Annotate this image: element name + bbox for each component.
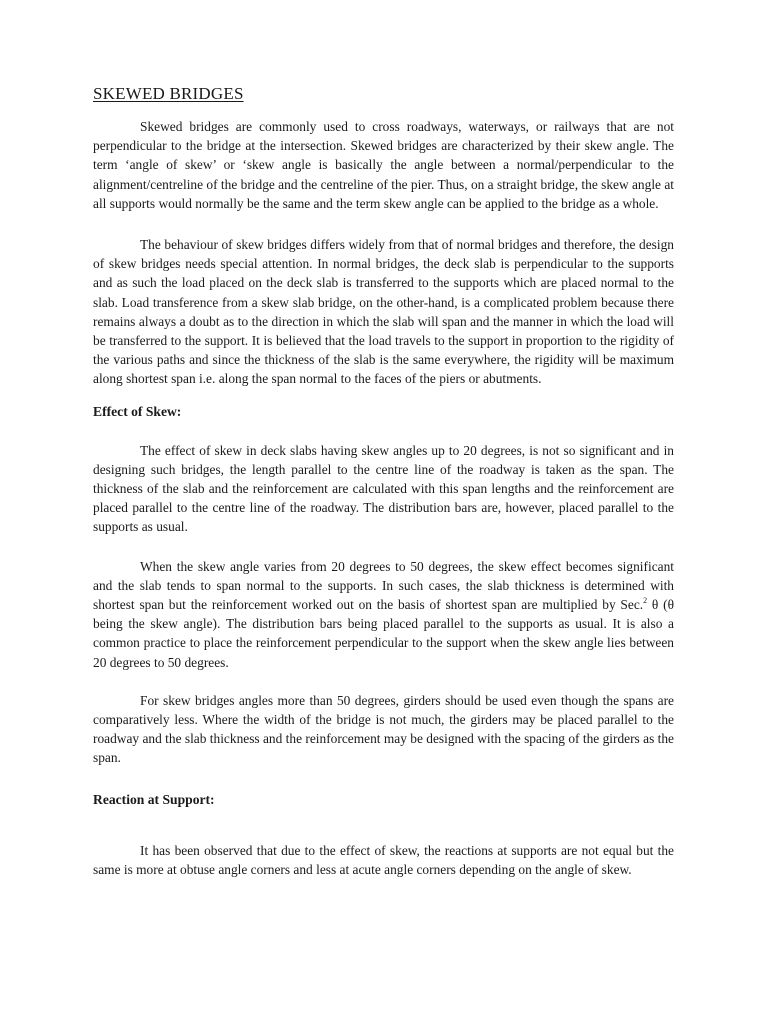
heading-reaction-at-support: Reaction at Support:: [93, 791, 215, 807]
paragraph-reactions: It has been observed that due to the effect of skew, the reactions at supports are not equal but the same is more at obtuse angle corners and less at acute angle corners depending on the angle of skew.: [93, 842, 674, 877]
paragraph-text: θ (θ being the skew angle). The distribution bars being placed parallel to the supports as usual. It is also a common practice to place the reinforcement perpendicular to the support when the skew angle lies between 20 degrees to 50 degrees.: [93, 597, 675, 670]
paragraph-skew-behaviour: The behaviour of skew bridges differs widely from that of normal bridges and therefore, the design of skew bridges needs special attention. In normal bridges, the deck slab is perpendicular to the supports and as such the load placed on the deck slab is transferred to the supports which are placed normal to the slab. Load transference from a skew slab bridge, on the other-hand, is a complicated problem because there remains always a doubt as to the direction in which the slab will span and the manner in which the load will be transferred to the support. It is believed that the load travels to the support in proportion to the rigidity of the various paths and since the thickness of the slab is the same everywhere, the rigidity will be maximum along shortest span i.e. along the span normal to the faces of the piers or abutments.: [93, 237, 674, 387]
paragraph-skew-up-to-20: The effect of skew in deck slabs having skew angles up to 20 degrees, is not so significant and in designing such bridges, the length parallel to the centre line of the roadway is taken as the span. The thickness of the slab and the reinforcement are calculated with this span lengths and the reinforcement are placed parallel to the centre line of the roadway. The distribution bars are, however, placed parallel to the supports as usual.: [93, 442, 674, 535]
paragraph-text: When the skew angle varies from 20 degrees to 50 degrees, the skew effect becomes significant and the slab tends to span normal to the supports. In such cases, the slab thickness is determined with shortest span but the reinforcement worked out on the basis of shortest span are multiplied by Sec.: [93, 558, 674, 613]
paragraph-skew-definition: Skewed bridges are commonly used to cross roadways, waterways, or railways that are not perpendicular to the bridge at the intersection. Skewed bridges are characterized by their skew angle. The term ‘angle of skew’ or ‘skew angle is basically the angle between a normal/perpendicular to the alignment/centreline of the bridge and the centreline of the pier. Thus, on a straight bridge, the skew angle at all supports would normally be the same and the term skew angle can be applied to the bridge as a whole.: [93, 119, 674, 211]
document-page: [93, 84, 674, 879]
heading-effect-of-skew: Effect of Skew:: [93, 403, 182, 419]
document-title: SKEWED BRIDGES: [93, 84, 244, 103]
superscript: 2: [643, 596, 648, 606]
paragraph-skew-over-50: For skew bridges angles more than 50 degrees, girders should be used even though the spans are comparatively less. Where the width of the bridge is not much, the girders may be placed parallel to the roadway and the slab thickness and the reinforcement may be designed with the spacing of the girders as the span.: [93, 692, 674, 766]
paragraph-skew-20-to-50: [93, 557, 674, 672]
